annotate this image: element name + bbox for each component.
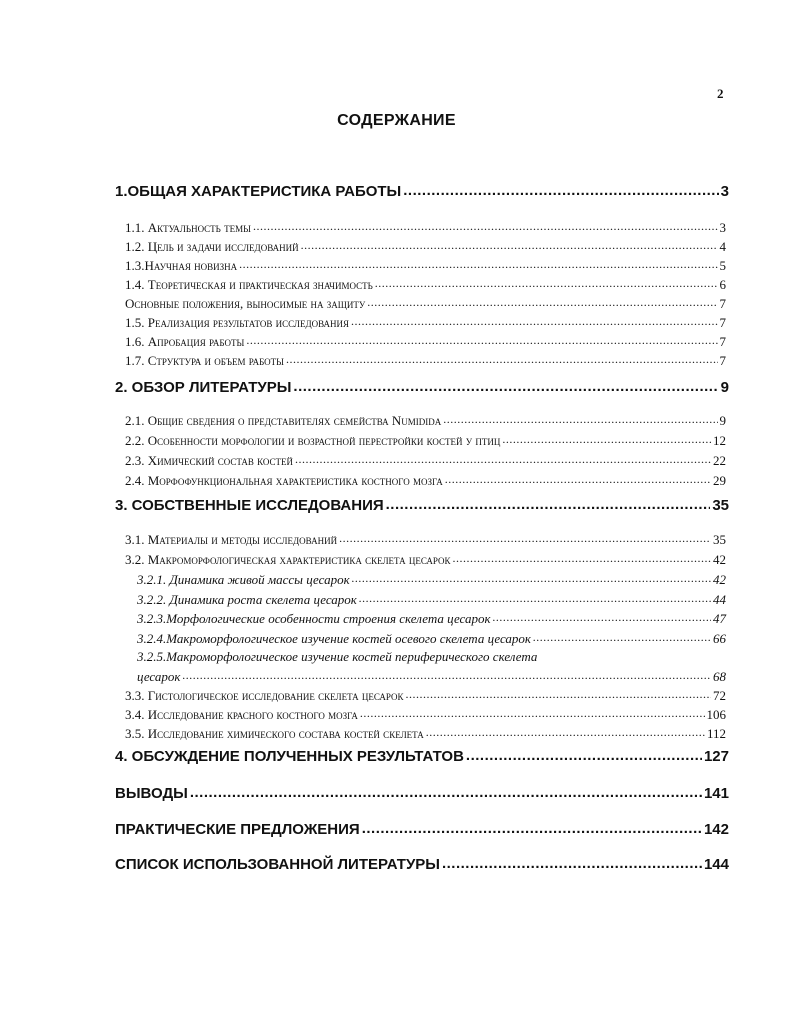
- toc-leader: [239, 257, 717, 270]
- toc-leader: [286, 352, 717, 365]
- toc-entry-3[interactable]: [115, 495, 729, 514]
- toc-label: 1.ОБЩАЯ ХАРАКТЕРИСТИКА РАБОТЫ: [115, 183, 402, 200]
- toc-entry-3-2-1[interactable]: [137, 571, 726, 588]
- toc-entry-2-3[interactable]: [125, 452, 726, 469]
- toc-page: 9: [720, 379, 729, 396]
- toc-label: 1.5. Реализация результатов исследования: [125, 315, 350, 330]
- toc-entry-conclusions[interactable]: [115, 783, 729, 802]
- toc-page: 6: [719, 277, 726, 292]
- toc-leader: [362, 819, 702, 834]
- toc-page: 12: [713, 433, 726, 448]
- toc-entry-4[interactable]: [115, 746, 729, 765]
- toc-entry-main-provisions[interactable]: [125, 295, 726, 312]
- toc-entry-3-2-5[interactable]: [137, 668, 726, 685]
- toc-label: ПРАКТИЧЕСКИЕ ПРЕДЛОЖЕНИЯ: [115, 821, 360, 838]
- toc-label: 3.2.4.Макроморфологическое изучение костей осевого скелета цесарок: [137, 631, 532, 646]
- toc-label: 1.4. Теоретическая и практическая значимость: [125, 277, 373, 292]
- toc-page: 7: [719, 334, 726, 349]
- toc-page: 144: [703, 856, 729, 873]
- toc-page: 35: [712, 497, 729, 514]
- toc-entry-3-2-2[interactable]: [137, 591, 726, 608]
- toc-entry-1-6[interactable]: [125, 333, 726, 350]
- toc-entry-1-3[interactable]: [125, 257, 726, 274]
- toc-label: Основные положения, выносимые на защиту: [125, 296, 366, 311]
- toc-leader: [351, 314, 717, 327]
- toc-entry-practical[interactable]: [115, 819, 729, 838]
- toc-leader: [403, 181, 718, 196]
- toc-leader: [533, 630, 711, 643]
- toc-label: СПИСОК ИСПОЛЬЗОВАННОЙ ЛИТЕРАТУРЫ: [115, 856, 440, 873]
- toc-entry-1-5[interactable]: [125, 314, 726, 331]
- toc-label: 2.3. Химический состав костей: [125, 453, 294, 468]
- toc-label: 4. ОБСУЖДЕНИЕ ПОЛУЧЕННЫХ РЕЗУЛЬТАТОВ: [115, 748, 464, 765]
- toc-leader: [253, 219, 718, 232]
- toc-page: 106: [706, 707, 726, 722]
- toc-page: 68: [713, 669, 726, 684]
- toc-leader: [502, 432, 711, 445]
- toc-page: 112: [706, 726, 726, 741]
- toc-label: 1.6. Апробация работы: [125, 334, 245, 349]
- toc-entry-3-2[interactable]: [125, 551, 726, 568]
- toc-leader: [386, 495, 711, 510]
- toc-entry-1[interactable]: [115, 181, 729, 200]
- toc-leader: [367, 295, 717, 308]
- toc-entry-3-2-4[interactable]: [137, 630, 726, 647]
- toc-page: 3: [720, 183, 729, 200]
- toc-label: 1.3.Научная новизна: [125, 258, 238, 273]
- toc-page: 7: [719, 353, 726, 368]
- toc-label: 3. СОБСТВЕННЫЕ ИССЛЕДОВАНИЯ: [115, 497, 384, 514]
- toc-page: 5: [719, 258, 726, 273]
- toc-page: 66: [713, 631, 726, 646]
- toc-entry-1-7[interactable]: [125, 352, 726, 369]
- toc-label: 1.1. Актуальность темы: [125, 220, 251, 235]
- toc-leader: [445, 472, 711, 485]
- toc-page: 44: [713, 592, 726, 607]
- toc-leader: [190, 783, 702, 798]
- toc-label: 3.1. Материалы и методы исследований: [125, 532, 338, 547]
- toc-page: 7: [719, 315, 726, 330]
- toc-entry-2-4[interactable]: [125, 472, 726, 489]
- toc-leader: [352, 571, 711, 584]
- page-number: 2: [717, 86, 724, 101]
- toc-page: 9: [719, 413, 726, 428]
- toc-entry-1-4[interactable]: [125, 276, 726, 293]
- toc-entry-1-1[interactable]: [125, 219, 726, 236]
- toc-entry-3-3[interactable]: [125, 687, 726, 704]
- toc-page: 42: [713, 572, 726, 587]
- toc-leader: [339, 531, 711, 544]
- toc-leader: [301, 238, 718, 251]
- toc-leader: [466, 746, 702, 761]
- toc-label: ВЫВОДЫ: [115, 785, 188, 802]
- toc-entry-2-2[interactable]: [125, 432, 726, 449]
- toc-leader: [493, 610, 711, 623]
- toc-entry-1-2[interactable]: [125, 238, 726, 255]
- toc-page: 142: [703, 821, 729, 838]
- toc-leader: [295, 452, 711, 465]
- toc-page: 3: [719, 220, 726, 235]
- toc-leader: [453, 551, 711, 564]
- toc-label: цесарок: [137, 669, 181, 684]
- toc-label: 2.2. Особенности морфологии и возрастной перестройки костей у птиц: [125, 433, 501, 448]
- page-title: СОДЕРЖАНИЕ: [337, 112, 456, 129]
- toc-label: 3.2.1. Динамика живой массы цесарок: [137, 572, 350, 587]
- toc-page: 29: [713, 473, 726, 488]
- toc-leader: [246, 333, 717, 346]
- toc-page: 4: [719, 239, 726, 254]
- toc-label: 3.3. Гистологическое исследование скелета цесарок: [125, 688, 404, 703]
- toc-entry-2-1[interactable]: [125, 412, 726, 429]
- toc-page: 42: [713, 552, 726, 567]
- toc-leader: [406, 687, 711, 700]
- toc-label: 2.1. Общие сведения о представителях семейства Numidida: [125, 413, 442, 428]
- toc-page: 35: [713, 532, 726, 547]
- toc-label: 3.4. Исследование красного костного мозга: [125, 707, 358, 722]
- toc-leader: [293, 377, 718, 392]
- toc-page: 127: [703, 748, 729, 765]
- toc-entry-3-2-5-label[interactable]: 3.2.5.Макроморфологическое изучение костей периферического скелета: [137, 649, 538, 664]
- toc-page: 72: [713, 688, 726, 703]
- toc-leader: [442, 854, 702, 869]
- toc-label: 3.2.2. Динамика роста скелета цесарок: [137, 592, 357, 607]
- toc-label: 2. ОБЗОР ЛИТЕРАТУРЫ: [115, 379, 292, 396]
- toc-leader: [360, 706, 705, 719]
- toc-label: 3.5. Исследование химического состава костей скелета: [125, 726, 424, 741]
- toc-page: 47: [713, 611, 726, 626]
- toc-leader: [182, 668, 711, 681]
- toc-leader: [359, 591, 711, 604]
- toc-entry-3-4[interactable]: [125, 706, 726, 723]
- toc-label: 3.2.3.Морфологические особенности строения скелета цесарок: [137, 611, 491, 626]
- toc-entry-3-5[interactable]: [125, 725, 726, 742]
- toc-entry-references[interactable]: [115, 854, 729, 873]
- toc-entry-3-1[interactable]: [125, 531, 726, 548]
- toc-entry-2[interactable]: [115, 377, 729, 396]
- toc-leader: [426, 725, 705, 738]
- toc-page: 22: [713, 453, 726, 468]
- toc-leader: [443, 412, 717, 425]
- toc-label: 1.7. Структура и объем работы: [125, 353, 285, 368]
- toc-label: 1.2. Цель и задачи исследований: [125, 239, 299, 254]
- toc-page: 141: [703, 785, 729, 802]
- toc-label: 2.4. Морфофункциональная характеристика костного мозга: [125, 473, 443, 488]
- toc-entry-3-2-3[interactable]: [137, 610, 726, 627]
- toc-page: 7: [719, 296, 726, 311]
- toc-label: 3.2. Макроморфологическая характеристика скелета цесарок: [125, 552, 451, 567]
- toc-leader: [375, 276, 718, 289]
